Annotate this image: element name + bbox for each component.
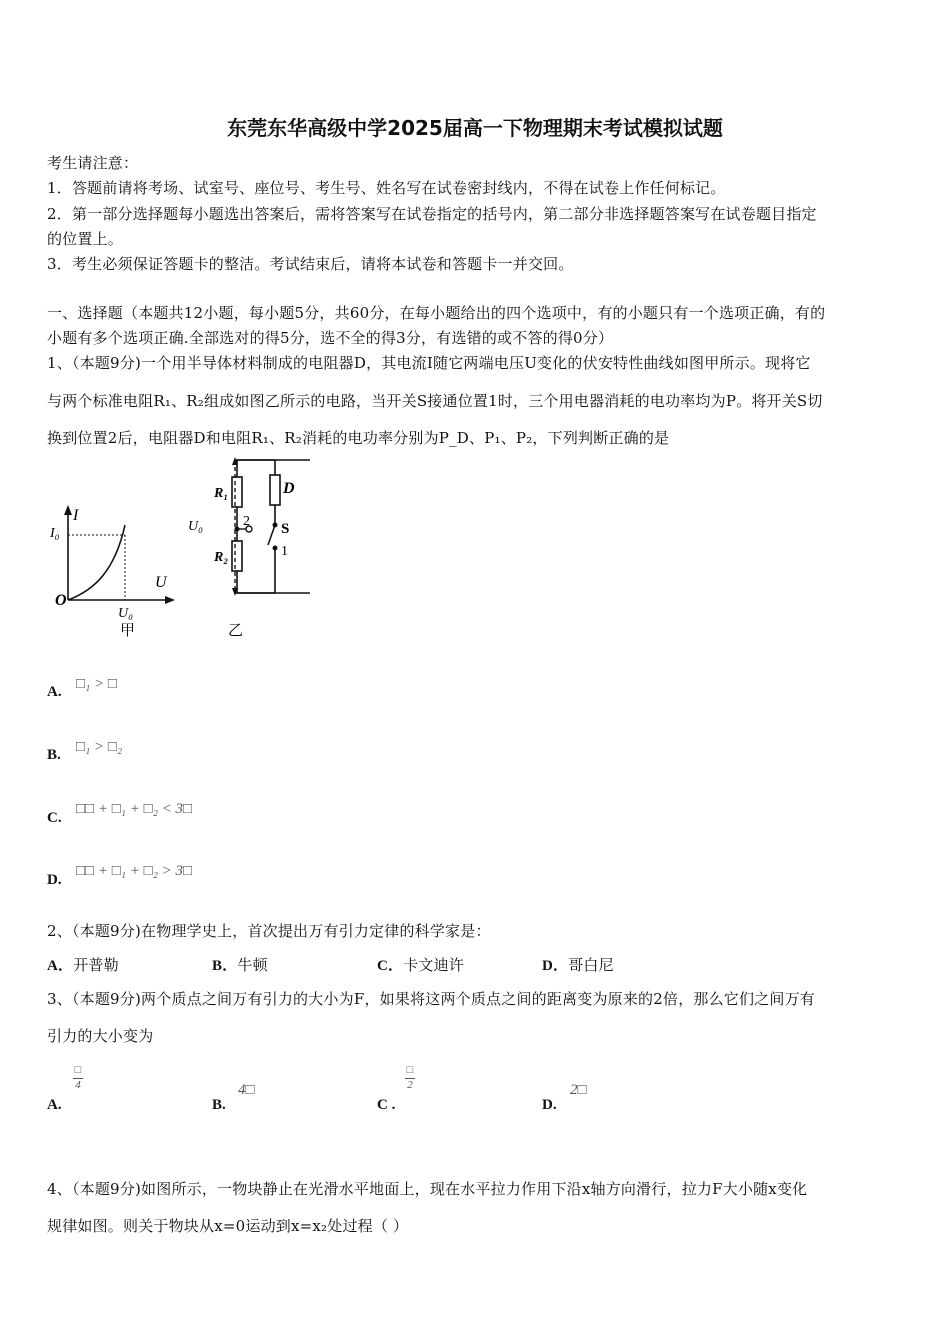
iu-graph xyxy=(49,505,175,639)
q2-option-b-label: B． xyxy=(212,958,238,974)
q1-option-d-formula: □□ + □₁ + □₂ > 3□ xyxy=(76,863,193,879)
circuit-d-label: D xyxy=(283,480,295,497)
notice-item-2: 2．第一部分选择题每小题选出答案后，需将答案写在试卷指定的括号内，第二部分非选择题答案写在试卷题目指定 xyxy=(47,205,817,223)
q2-option-b[interactable] xyxy=(212,954,268,975)
section-instruction: 一、选择题（本题共12小题，每小题5分，共60分，在每小题给出的四个选项中，有的小题只有一个选项正确，有的 xyxy=(47,304,826,322)
page-title: 东莞东华高级中学2025届高一下物理期末考试模拟试题 xyxy=(227,116,723,140)
circuit-r2-label: R₂ xyxy=(214,550,229,565)
q3-option-d-label[interactable]: D. xyxy=(542,1097,557,1113)
q2-option-d[interactable] xyxy=(542,954,614,975)
circuit-pos2-label: 2 xyxy=(243,514,250,529)
section-instruction-cont: 小题有多个选项正确.全部选对的得5分，选不全的得3分，有选错的或不答的得0分） xyxy=(47,329,614,347)
q3-option-a-label[interactable]: A. xyxy=(47,1097,62,1113)
notice-item-3: 3．考生必须保证答题卡的整洁。考试结束后，请将本试卷和答题卡一并交回。 xyxy=(47,255,574,273)
q1-figure xyxy=(40,455,310,640)
q3-option-b-formula: 4□ xyxy=(238,1082,255,1098)
q1-stem-line2: 与两个标准电阻R₁、R₂组成如图乙所示的电路，当开关S接通位置1时，三个用电器消耗的电功率均为P。将开关S切 xyxy=(47,392,823,410)
q1-option-d-label[interactable]: D. xyxy=(47,872,62,888)
q4-stem-line1: 4、（本题9分)如图所示，一物块静止在光滑水平地面上，现在水平拉力作用下沿x轴方向滑行，拉力F大小随x变化 xyxy=(47,1180,808,1198)
q4-stem-line2: 规律如图。则关于物块从x=0运动到x=x₂处过程（ ） xyxy=(47,1217,409,1235)
circuit-r1-label: R₁ xyxy=(214,486,229,501)
q2-option-c-label: C． xyxy=(377,958,404,974)
notice-item-2-cont: 的位置上。 xyxy=(47,230,124,248)
q2-stem: 2、（本题9分)在物理学史上，首次提出万有引力定律的科学家是： xyxy=(47,922,491,940)
q1-option-c-label[interactable]: C. xyxy=(47,810,62,826)
q2-option-a-label: A． xyxy=(47,958,74,974)
graph-y-tick: I₀ xyxy=(50,526,60,541)
q2-option-d-text: 哥白尼 xyxy=(568,956,614,974)
q2-option-a[interactable] xyxy=(47,954,119,975)
graph-origin: O xyxy=(55,592,67,609)
q3-option-c-label[interactable]: C . xyxy=(377,1097,396,1113)
q2-option-d-label: D． xyxy=(542,958,569,974)
graph-x-tick: U₀ xyxy=(118,606,133,621)
q1-option-b-label[interactable]: B. xyxy=(47,747,61,763)
q2-option-c-text: 卡文迪许 xyxy=(403,956,465,974)
q3-option-a-numerator: □ xyxy=(74,1064,82,1076)
q1-option-c-formula: □□ + □₁ + □₂ < 3□ xyxy=(76,801,193,817)
notice-heading: 考生请注意： xyxy=(47,154,139,172)
q2-option-b-text: 牛顿 xyxy=(237,956,268,974)
q3-stem-line1: 3、（本题9分)两个质点之间万有引力的大小为F，如果将这两个质点之间的距离变为原来的2倍，那么它们之间万有 xyxy=(47,990,815,1008)
circuit-voltage-label: U₀ xyxy=(188,519,203,534)
q1-option-b-formula: □₁ > □₂ xyxy=(76,739,123,755)
graph-x-label: U xyxy=(155,574,167,591)
q1-option-a-formula: □₁ > □ xyxy=(76,676,117,692)
circuit-pos1-label: 1 xyxy=(281,544,288,559)
circuit-diagram xyxy=(188,457,310,639)
q3-option-c-numerator: □ xyxy=(406,1064,414,1076)
q1-stem-line1: 1、（本题9分)一个用半导体材料制成的电阻器D，其电流I随它两端电压U变化的伏安特性曲线如图甲所示。现将它 xyxy=(47,354,811,372)
q1-stem-line3: 换到位置2后，电阻器D和电阻R₁、R₂消耗的电功率分别为P_D、P₁、P₂，下列判断正确的是 xyxy=(47,429,670,447)
q3-stem-line2: 引力的大小变为 xyxy=(47,1027,154,1045)
notice-item-1: 1．答题前请将考场、试室号、座位号、考生号、姓名写在试卷密封线内，不得在试卷上作任何标记。 xyxy=(47,179,726,197)
q3-option-b-label[interactable]: B. xyxy=(212,1097,226,1113)
q1-option-a-label[interactable]: A. xyxy=(47,684,62,700)
q3-option-c-denominator: 2 xyxy=(407,1079,413,1091)
q3-option-a-denominator: 4 xyxy=(75,1079,81,1091)
graph-caption: 甲 xyxy=(120,623,136,639)
graph-y-label: I xyxy=(73,507,79,524)
q2-option-a-text: 开普勒 xyxy=(73,956,119,974)
circuit-switch-label: S xyxy=(281,521,290,537)
q3-option-d-formula: 2□ xyxy=(570,1082,587,1098)
q2-option-c[interactable] xyxy=(377,954,464,975)
circuit-caption: 乙 xyxy=(228,623,244,639)
